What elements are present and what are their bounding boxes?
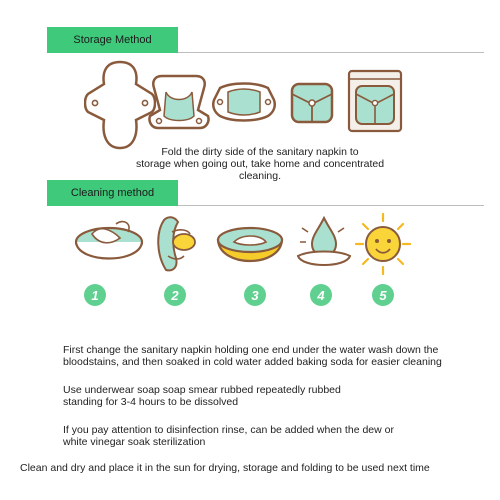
unfolded-pad-icon [84, 58, 156, 153]
sun-drying-icon [354, 212, 412, 276]
storage-caption-line2: storage when going out, take home and concentrated cleaning. [135, 158, 385, 182]
storage-method-banner [47, 27, 178, 53]
storage-method-heading: Storage Method [73, 34, 152, 46]
step-number-5: 5 [372, 284, 394, 306]
step-number-4: 4 [310, 284, 332, 306]
storage-bag-icon [346, 68, 404, 134]
instruction-1: First change the sanitary napkin holding one end under the water wash down the bloodstains, and then soaked in cold water added baking soda for easier cleaning [63, 344, 442, 368]
storage-caption [120, 146, 400, 182]
cleaning-method-heading: Cleaning method [70, 187, 155, 199]
rub-soap-icon [150, 212, 200, 276]
yellow-bowl-icon [214, 216, 286, 276]
folded-pad-icon [212, 78, 276, 128]
step-number-3: 3 [244, 284, 266, 306]
storage-caption-line1: Fold the dirty side of the sanitary napkin to [161, 146, 359, 158]
instruction-2: Use underwear soap soap smear rubbed repeatedly rubbed standing for 3-4 hours to be dissolved [63, 384, 341, 408]
storage-divider [178, 52, 484, 53]
step-number-2: 2 [164, 284, 186, 306]
wrapped-pad-icon [288, 80, 336, 126]
rinse-drop-icon [292, 214, 354, 276]
footer-instruction: Clean and dry and place it in the sun for drying, storage and folding to be used next time [20, 462, 430, 474]
soak-basin-icon [72, 214, 146, 276]
half-folded-pad-icon [148, 70, 210, 138]
instruction-3: If you pay attention to disinfection rinse, can be added when the dew or white vinegar soak sterilization [63, 424, 394, 448]
cleaning-method-banner [47, 180, 178, 206]
cleaning-divider [178, 205, 484, 206]
step-number-1: 1 [84, 284, 106, 306]
